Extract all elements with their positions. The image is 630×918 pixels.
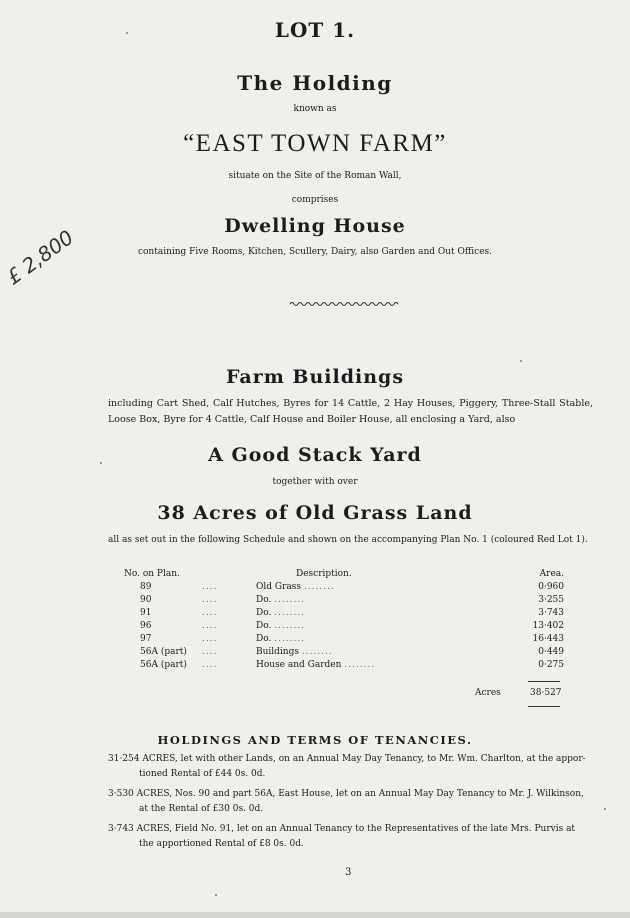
- description: [256, 645, 506, 658]
- leader-dots: ........: [274, 607, 306, 618]
- paper-speck: [100, 462, 102, 464]
- area-value: 0·275: [538, 659, 564, 670]
- plan-number: 56A (part): [140, 646, 187, 657]
- leader-dots: ....: [202, 646, 218, 657]
- header-description: Description.: [296, 568, 352, 579]
- description-text: House and Garden: [256, 659, 342, 670]
- lot-heading: LOT 1.: [274, 18, 356, 42]
- leader-dots: ........: [274, 594, 306, 605]
- tenancy-3: [108, 822, 594, 852]
- page-bottom-edge: [0, 912, 630, 918]
- plan-number: 90: [140, 594, 152, 605]
- tenancy-2-line-2: at the Rental of £30 0s. 0d.: [139, 804, 264, 814]
- area-value: 3·743: [538, 607, 564, 618]
- area-value: 0·449: [538, 646, 564, 657]
- leader-dots: ....: [202, 607, 218, 618]
- tenancy-3-line-1: 3·743 ACRES, Field No. 91, let on an Annual Tenancy to the Representatives of the late Mrs. Purvis at: [108, 824, 576, 834]
- plan-number: 89: [140, 581, 152, 592]
- leader-dots: ....: [202, 659, 218, 670]
- description: [256, 580, 506, 593]
- total-label: Acres: [475, 688, 501, 698]
- leader-dots: ....: [202, 581, 218, 592]
- area-value: 3·255: [538, 594, 564, 605]
- tenancy-2-line-1: 3·530 ACRES, Nos. 90 and part 56A, East House, let on an Annual May Day Tenancy to Mr. J. Wilkinson,: [108, 789, 584, 799]
- farm-buildings-title: Farm Buildings: [225, 366, 405, 388]
- total-value: 38·527: [530, 688, 562, 698]
- together-text: together with over: [272, 477, 358, 487]
- handwritten-price-note: £ 2,800: [2, 225, 78, 290]
- schedule-intro: all as set out in the following Schedule and shown on the accompanying Plan No. 1 (coloured Red Lot 1).: [108, 535, 588, 545]
- plan-number: 56A (part): [140, 659, 187, 670]
- schedule-row: [124, 619, 564, 632]
- description-text: Do.: [256, 594, 272, 605]
- comprises-text: comprises: [291, 195, 339, 205]
- tenancy-1-line-1: 31·254 ACRES, let with other Lands, on an Annual May Day Tenancy, to Mr. Wm. Charlton, at the appor-: [108, 754, 586, 764]
- description: [256, 658, 506, 671]
- schedule-table: [124, 567, 564, 671]
- description: [256, 619, 506, 632]
- schedule-row: [124, 593, 564, 606]
- total-rule-top: [528, 681, 560, 682]
- total-rule-bottom: [528, 706, 560, 707]
- schedule-row: [124, 632, 564, 645]
- paper-speck: [215, 894, 217, 896]
- description-text: Buildings: [256, 646, 299, 657]
- page-number: 3: [345, 867, 352, 878]
- leader-dots: ........: [301, 646, 333, 657]
- holdings-heading: HOLDINGS AND TERMS OF TENANCIES.: [157, 733, 473, 747]
- tenancy-1: [108, 752, 594, 782]
- area-value: 0·960: [538, 581, 564, 592]
- farm-name: “EAST TOWN FARM”: [183, 130, 447, 157]
- plan-number: 96: [140, 620, 152, 631]
- header-area: Area.: [539, 568, 564, 579]
- description-text: Do.: [256, 607, 272, 618]
- description: [256, 606, 506, 619]
- leader-dots: ....: [202, 594, 218, 605]
- leader-dots: ........: [303, 581, 335, 592]
- paper-speck: [604, 808, 606, 810]
- leader-dots: ....: [202, 620, 218, 631]
- description-text: Do.: [256, 633, 272, 644]
- leader-dots: ........: [344, 659, 376, 670]
- schedule-header-row: [124, 567, 564, 580]
- leader-dots: ........: [274, 633, 306, 644]
- tenancy-2: [108, 787, 594, 817]
- description: [256, 593, 506, 606]
- dwelling-title: Dwelling House: [224, 215, 406, 237]
- situate-text: situate on the Site of the Roman Wall,: [228, 171, 402, 181]
- schedule-row: [124, 645, 564, 658]
- holding-title: The Holding: [237, 71, 393, 95]
- leader-dots: ....: [202, 633, 218, 644]
- description: [256, 632, 506, 645]
- paper-speck: [126, 32, 128, 34]
- area-value: 16·443: [532, 633, 564, 644]
- known-as-text: known as: [293, 104, 337, 114]
- tenancy-1-line-2: tioned Rental of £44 0s. 0d.: [139, 769, 266, 779]
- plan-number: 91: [140, 607, 152, 618]
- paper-speck: [520, 360, 522, 362]
- area-value: 13·402: [532, 620, 564, 631]
- schedule-row: [124, 606, 564, 619]
- header-no-on-plan: No. on Plan.: [124, 568, 180, 579]
- plan-number: 97: [140, 633, 152, 644]
- schedule-row: [124, 580, 564, 593]
- leader-dots: ........: [274, 620, 306, 631]
- stack-yard-title: A Good Stack Yard: [208, 444, 422, 466]
- tenancy-3-line-2: the apportioned Rental of £8 0s. 0d.: [139, 839, 304, 849]
- farm-buildings-description: including Cart Shed, Calf Hutches, Byres for 14 Cattle, 2 Hay Houses, Piggery, Three-Stall Stable, Loose Box, Byre for 4 Cattle, Calf House and Boiler House, all enclosing a Yard, also: [108, 398, 593, 425]
- schedule-row: [124, 658, 564, 671]
- description-text: Old Grass: [256, 581, 301, 592]
- dwelling-description: containing Five Rooms, Kitchen, Scullery, Dairy, also Garden and Out Offices.: [137, 247, 493, 257]
- description-text: Do.: [256, 620, 272, 631]
- decorative-flourish: [288, 299, 403, 309]
- acres-title: 38 Acres of Old Grass Land: [157, 502, 473, 524]
